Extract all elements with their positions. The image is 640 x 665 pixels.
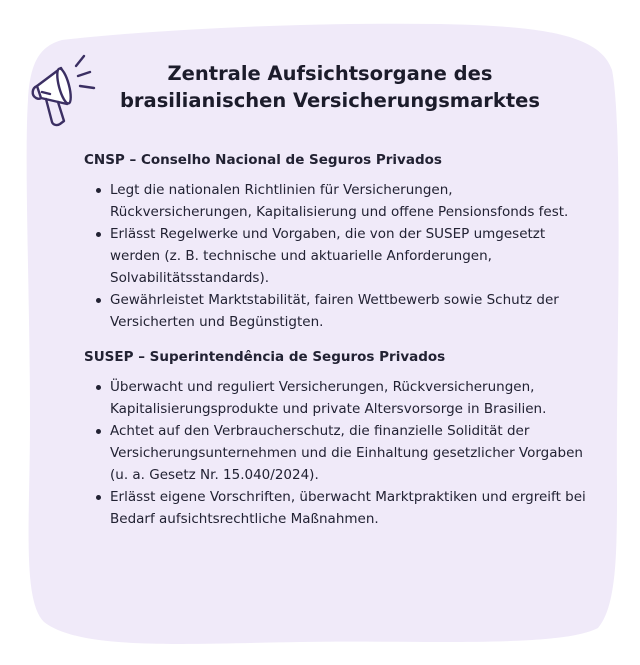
bullet-list-cnsp [84, 179, 594, 333]
list-item: Gewährleistet Marktstabilität, fairen Wettbewerb sowie Schutz der Versicherten und Begünstigten. [110, 289, 594, 333]
content [84, 150, 594, 530]
list-item: Erlässt Regelwerke und Vorgaben, die von der SUSEP umgesetzt werden (z. B. technische und aktuarielle Anforderungen, Solvabilitätsstandards). [110, 223, 594, 289]
title-line-1: Zentrale Aufsichtsorgane des [167, 62, 493, 85]
list-item: Legt die nationalen Richtlinien für Versicherungen, Rückversicherungen, Kapitalisierung und offene Pensionsfonds fest. [110, 179, 594, 223]
section-heading-susep: SUSEP – Superintendência de Seguros Privados [84, 349, 446, 365]
list-item: Achtet auf den Verbraucherschutz, die finanzielle Solidität der Versicherungsunternehmen und die Einhaltung gesetzlicher Vorgaben (u. a. Gesetz Nr. 15.040/2024). [110, 420, 594, 486]
bullet-list-susep [84, 376, 594, 530]
page-title [100, 60, 560, 114]
megaphone-icon [24, 48, 108, 130]
list-item: Erlässt eigene Vorschriften, überwacht Marktpraktiken und ergreift bei Bedarf aufsichtsrechtliche Maßnahmen. [110, 486, 594, 530]
section-heading-cnsp: CNSP – Conselho Nacional de Seguros Privados [84, 152, 442, 168]
title-line-2: brasilianischen Versicherungsmarktes [119, 89, 541, 112]
list-item: Überwacht und reguliert Versicherungen, Rückversicherungen, Kapitalisierungsprodukte und private Altersvorsorge in Brasilien. [110, 376, 594, 420]
